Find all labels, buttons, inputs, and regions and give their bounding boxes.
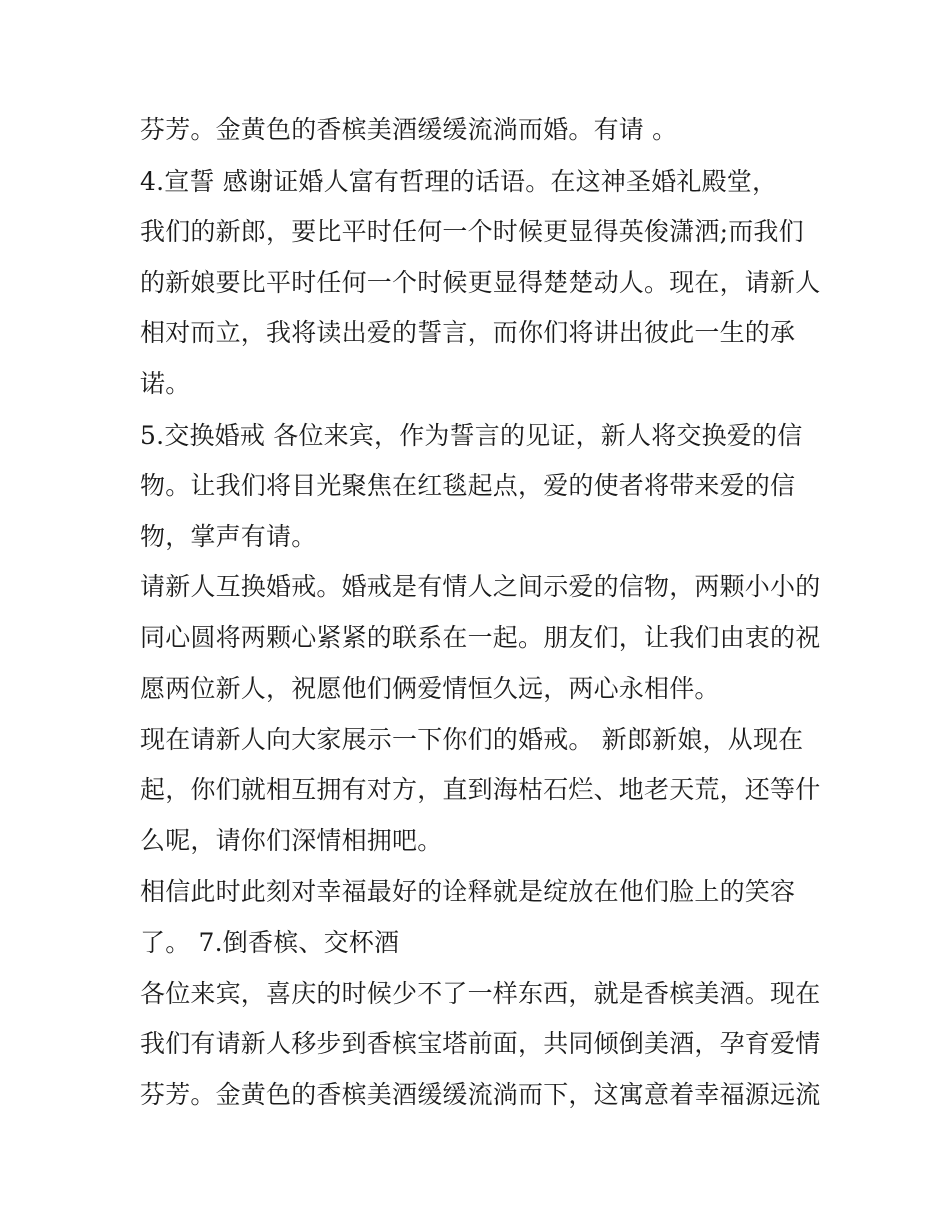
text-line: 芬芳。金黄色的香槟美酒缓缓流淌而下，这寓意着幸福源远流 bbox=[140, 1080, 821, 1109]
text-line: 了。 7.倒香槟、交杯酒 bbox=[140, 928, 400, 957]
text-line: 同心圆将两颗心紧紧的联系在一起。朋友们，让我们由衷的祝 bbox=[140, 623, 821, 652]
text-line: 相信此时此刻对幸福最好的诠释就是绽放在他们脸上的笑容 bbox=[140, 877, 796, 906]
text-line: 我们有请新人移步到香槟宝塔前面，共同倾倒美酒，孕育爱情 bbox=[140, 1029, 821, 1058]
text-line: 各位来宾，喜庆的时候少不了一样东西，就是香槟美酒。现在 bbox=[140, 979, 821, 1008]
text-line: 么呢，请你们深情相拥吧。 bbox=[140, 826, 443, 855]
text-line: 相对而立，我将读出爱的誓言，而你们将讲出彼此一生的承 bbox=[140, 318, 796, 347]
text-line: 芬芳。金黄色的香槟美酒缓缓流淌而婚。有请 。 bbox=[140, 115, 678, 144]
text-line: 愿两位新人，祝愿他们俩爱情恒久远，两心永相伴。 bbox=[140, 674, 720, 703]
text-line: 4.宣誓 感谢证婚人富有哲理的话语。在这神圣婚礼殿堂， bbox=[140, 167, 778, 196]
text-line: 的新娘要比平时任何一个时候更显得楚楚动人。现在，请新人 bbox=[140, 268, 821, 297]
text-line: 物。让我们将目光聚焦在红毯起点，爱的使者将带来爱的信 bbox=[140, 471, 796, 500]
text-line: 我们的新郎，要比平时任何一个时候更显得英俊潇洒;而我们 bbox=[140, 217, 804, 246]
text-line: 物，掌声有请。 bbox=[140, 522, 317, 551]
text-line: 诺。 bbox=[140, 369, 191, 398]
text-line: 现在请新人向大家展示一下你们的婚戒。 新郎新娘，从现在 bbox=[140, 725, 804, 754]
text-line: 5.交换婚戒 各位来宾，作为誓言的见证，新人将交换爱的信 bbox=[140, 421, 803, 450]
text-line: 起，你们就相互拥有对方，直到海枯石烂、地老天荒，还等什 bbox=[140, 775, 821, 804]
text-line: 请新人互换婚戒。婚戒是有情人之间示爱的信物，两颗小小的 bbox=[140, 572, 821, 601]
